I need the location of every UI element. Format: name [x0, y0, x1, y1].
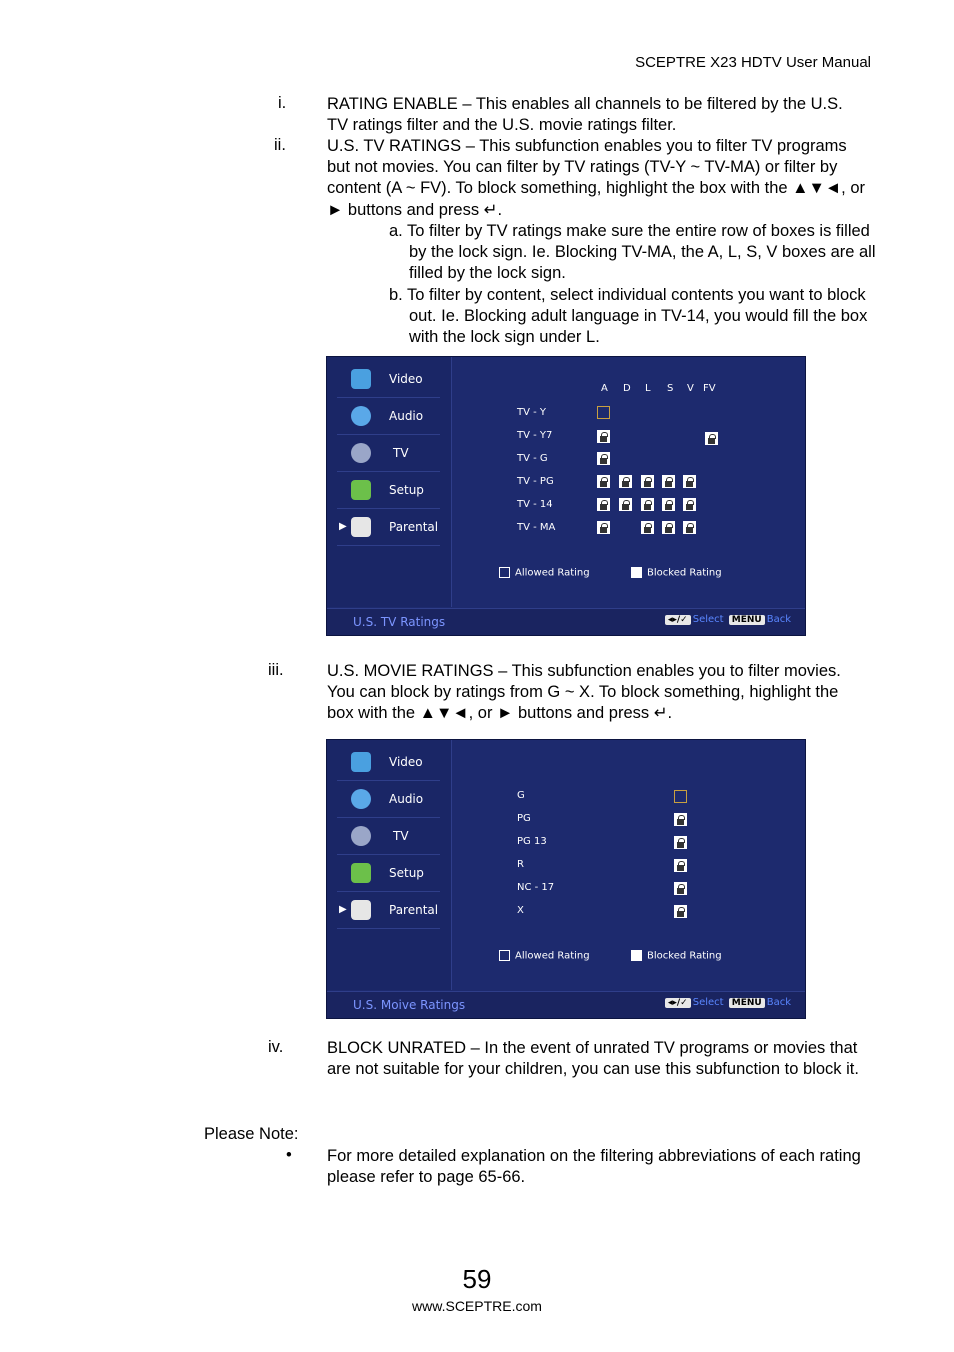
menu-key-icon: MENU [729, 615, 765, 625]
osd-footer [327, 608, 805, 635]
rating-row-label: X [517, 905, 524, 916]
note-label: Please Note: [204, 1125, 299, 1143]
menu-item-parental[interactable]: ▶ Parental [337, 509, 440, 546]
item-text: U.S. MOVIE RATINGS – This subfunction enables you to filter movies. You can block by ratings from G ~ X. To block something, highlight the box with the ▲▼◄, or ► buttons and press ↵. [327, 662, 841, 723]
control-hints: ◂▸/✓ Select MENU Back [663, 997, 791, 1008]
item-text: RATING ENABLE – This enables all channels to be filtered by the U.S. TV ratings filter and the U.S. movie ratings filter. [327, 95, 843, 135]
item-text: U.S. TV RATINGS – This subfunction enables you to filter TV programs but not movies. You can filter by TV ratings (TV-Y ~ TV-MA) or filter by content (A ~ FV). To block something, highlight the box with the ▲▼◄, or ► buttons and press ↵. [327, 137, 865, 219]
item-text: BLOCK UNRATED – In the event of unrated TV programs or movies that are not suitable for your children, you can use this subfunction to block it. [327, 1039, 859, 1079]
legend-allowed: Allowed Rating [499, 950, 590, 962]
lock-icon[interactable] [683, 521, 696, 534]
legend-allowed: Allowed Rating [499, 567, 590, 579]
osd-sidebar [327, 357, 452, 607]
item-number: iii. [268, 661, 284, 679]
menu-item-setup[interactable]: Setup [337, 472, 440, 509]
item-number: i. [278, 94, 287, 112]
lock-icon [631, 950, 642, 961]
rating-row-label: TV - 14 [517, 499, 553, 510]
lock-icon[interactable] [674, 859, 687, 872]
rating-row-label: TV - G [517, 453, 548, 464]
item-number: ii. [274, 136, 286, 154]
lock-icon[interactable] [641, 521, 654, 534]
legend-blocked: Blocked Rating [631, 950, 722, 962]
screen-title: U.S. Moive Ratings [353, 998, 466, 1012]
screen-title: U.S. TV Ratings [353, 615, 446, 629]
menu-item-audio[interactable]: Audio [337, 781, 440, 818]
menu-item-parental[interactable]: ▶ Parental [337, 892, 440, 929]
nav-keys-icon: ◂▸/✓ [665, 615, 691, 625]
control-hints: ◂▸/✓ Select MENU Back [663, 614, 791, 625]
subitem-b: b. To filter by content, select individual contents you want to block out. Ie. Blocking adult language in TV-14, you would fill the box with the lock sign under L. [389, 286, 868, 347]
rating-row-label: PG [517, 813, 531, 824]
audio-icon [351, 406, 371, 426]
tv-ratings-screen [326, 356, 806, 636]
subitem-a: a. To filter by TV ratings make sure the entire row of boxes is filled by the lock sign. Ie. Blocking TV-MA, the A, L, S, V boxes are all filled by the lock sign. [389, 222, 876, 283]
column-label: D [623, 383, 631, 394]
rating-row-label: R [517, 859, 524, 870]
menu-key-icon: MENU [729, 998, 765, 1008]
column-label: S [667, 383, 674, 394]
lock-icon[interactable] [683, 498, 696, 511]
lock-icon[interactable] [674, 905, 687, 918]
lock-icon[interactable] [662, 521, 675, 534]
rating-row-label: G [517, 790, 525, 801]
tv-reel-icon [351, 826, 371, 846]
video-icon [351, 752, 371, 772]
tv-reel-icon [351, 443, 371, 463]
lock-icon[interactable] [597, 521, 610, 534]
lock-icon[interactable] [597, 430, 610, 443]
lock-icon[interactable] [619, 475, 632, 488]
rating-row-label: TV - Y7 [517, 430, 553, 441]
video-icon [351, 369, 371, 389]
audio-icon [351, 789, 371, 809]
bullet-icon: • [286, 1146, 292, 1164]
lock-icon[interactable] [662, 475, 675, 488]
empty-box-icon [499, 567, 510, 578]
lock-icon[interactable] [597, 498, 610, 511]
setup-icon [351, 863, 371, 883]
lock-icon[interactable] [641, 498, 654, 511]
parental-icon [351, 517, 371, 537]
lock-icon[interactable] [597, 452, 610, 465]
column-label: A [601, 383, 608, 394]
lock-icon[interactable] [674, 813, 687, 826]
osd-sidebar [327, 740, 452, 990]
legend-blocked: Blocked Rating [631, 567, 722, 579]
rating-row-label: TV - Y [517, 407, 547, 418]
setup-icon [351, 480, 371, 500]
menu-item-setup[interactable]: Setup [337, 855, 440, 892]
column-label: V [687, 383, 694, 394]
lock-icon[interactable] [619, 498, 632, 511]
empty-box-icon [499, 950, 510, 961]
website: www.SCEPTRE.com [412, 1298, 542, 1314]
rating-row-label: NC - 17 [517, 882, 555, 893]
menu-item-tv[interactable]: TV [337, 435, 440, 472]
menu-item-tv[interactable]: TV [337, 818, 440, 855]
menu-item-video[interactable]: Video [337, 361, 440, 398]
osd-footer [327, 991, 805, 1018]
lock-icon[interactable] [674, 882, 687, 895]
item-number: iv. [268, 1038, 284, 1056]
selected-arrow-icon: ▶ [339, 521, 347, 532]
rating-row-label: TV - MA [517, 522, 556, 533]
menu-item-video[interactable]: Video [337, 744, 440, 781]
rating-row-label: PG 13 [517, 836, 547, 847]
lock-icon [631, 567, 642, 578]
column-label: L [645, 383, 651, 394]
page-number: 59 [462, 1264, 492, 1294]
lock-icon[interactable] [641, 475, 654, 488]
lock-icon[interactable] [662, 498, 675, 511]
running-header: SCEPTRE X23 HDTV User Manual [635, 54, 871, 71]
lock-icon[interactable] [674, 836, 687, 849]
movie-ratings-screen [326, 739, 806, 1019]
rating-row-label: TV - PG [517, 476, 554, 487]
lock-icon[interactable] [597, 475, 610, 488]
rating-checkbox[interactable] [597, 406, 610, 419]
nav-keys-icon: ◂▸/✓ [665, 998, 691, 1008]
menu-item-audio[interactable]: Audio [337, 398, 440, 435]
rating-checkbox[interactable] [674, 790, 687, 803]
note-bullet: For more detailed explanation on the filtering abbreviations of each rating please refer to page 65-66. [327, 1147, 861, 1187]
lock-icon[interactable] [683, 475, 696, 488]
selected-arrow-icon: ▶ [339, 904, 347, 915]
parental-icon [351, 900, 371, 920]
column-label: FV [703, 383, 716, 394]
lock-icon[interactable] [705, 432, 718, 445]
